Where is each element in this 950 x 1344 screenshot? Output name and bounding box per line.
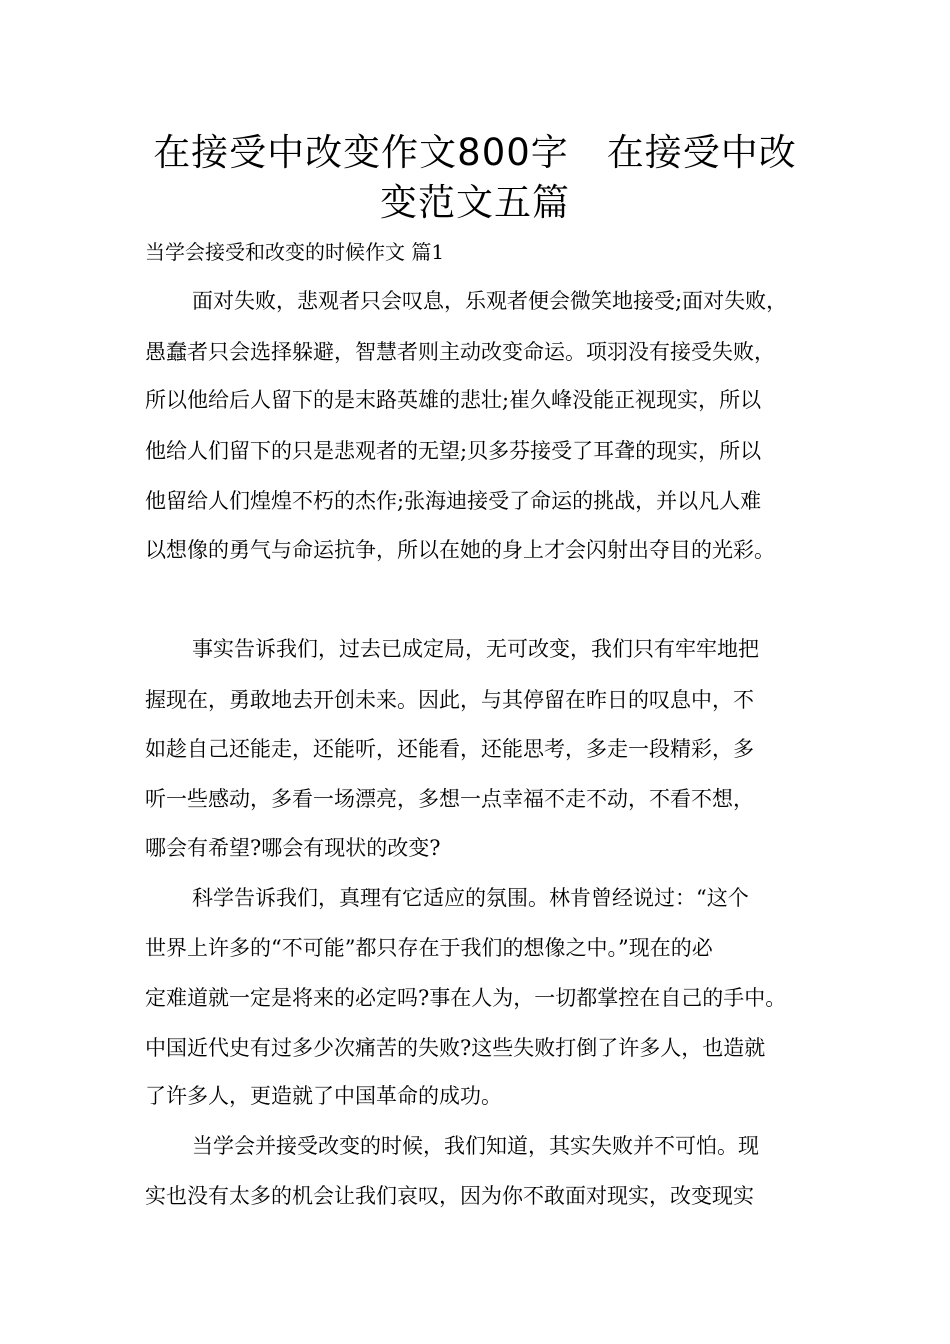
paragraph-line: 实也没有太多的机会让我们哀叹，因为你不敢面对现实，改变现实 [145, 1184, 754, 1208]
document-title [120, 128, 830, 228]
paragraph-line: 他给人们留下的只是悲观者的无望;贝多芬接受了耳聋的现实，所以 [145, 439, 762, 463]
paragraph-line: 中国近代史有过多少次痛苦的失败?这些失败打倒了许多人，也造就 [145, 1036, 766, 1060]
paragraph-line: 科学告诉我们，真理有它适应的氛围。林肯曾经说过：“这个 [192, 886, 749, 910]
paragraph-line: 以想像的勇气与命运抗争，所以在她的身上才会闪射出夺目的光彩。 [145, 538, 775, 562]
paragraph-line: 哪会有希望?哪会有现状的改变? [145, 836, 441, 860]
paragraph-line: 如趁自己还能走，还能听，还能看，还能思考，多走一段精彩，多 [145, 737, 754, 761]
paragraph-line: 听一些感动，多看一场漂亮，多想一点幸福不走不动，不看不想， [145, 787, 754, 811]
paragraph-line: 愚蠢者只会选择躲避，智慧者则主动改变命运。项羽没有接受失败， [145, 340, 775, 364]
paragraph-line: 事实告诉我们，过去已成定局，无可改变，我们只有牢牢地把 [192, 637, 759, 661]
paragraph-line: 他留给人们煌煌不朽的杰作;张海迪接受了命运的挑战，并以凡人难 [145, 489, 762, 513]
section-subtitle: 当学会接受和改变的时候作文 篇1 [145, 240, 445, 264]
paragraph-line: 所以他给后人留下的是末路英雄的悲壮;崔久峰没能正视现实，所以 [145, 388, 762, 412]
paragraph-line: 面对失败，悲观者只会叹息，乐观者便会微笑地接受;面对失败， [192, 289, 788, 313]
paragraph-line: 当学会并接受改变的时候，我们知道，其实失败并不可怕。现 [192, 1134, 759, 1158]
paragraph-line: 握现在，勇敢地去开创未来。因此，与其停留在昨日的叹息中，不 [145, 688, 754, 712]
paragraph-line: 世界上许多的“不可能”都只存在于我们的想像之中。”现在的必 [145, 936, 713, 960]
paragraph-line: 了许多人，更造就了中国革命的成功。 [145, 1084, 502, 1108]
paragraph-line: 定难道就一定是将来的必定吗?事在人为，一切都掌控在自己的手中。 [145, 986, 787, 1010]
title-line-2: 变范文五篇 [380, 181, 570, 224]
title-line-1: 在接受中改变作文800字 在接受中改 [153, 131, 797, 174]
